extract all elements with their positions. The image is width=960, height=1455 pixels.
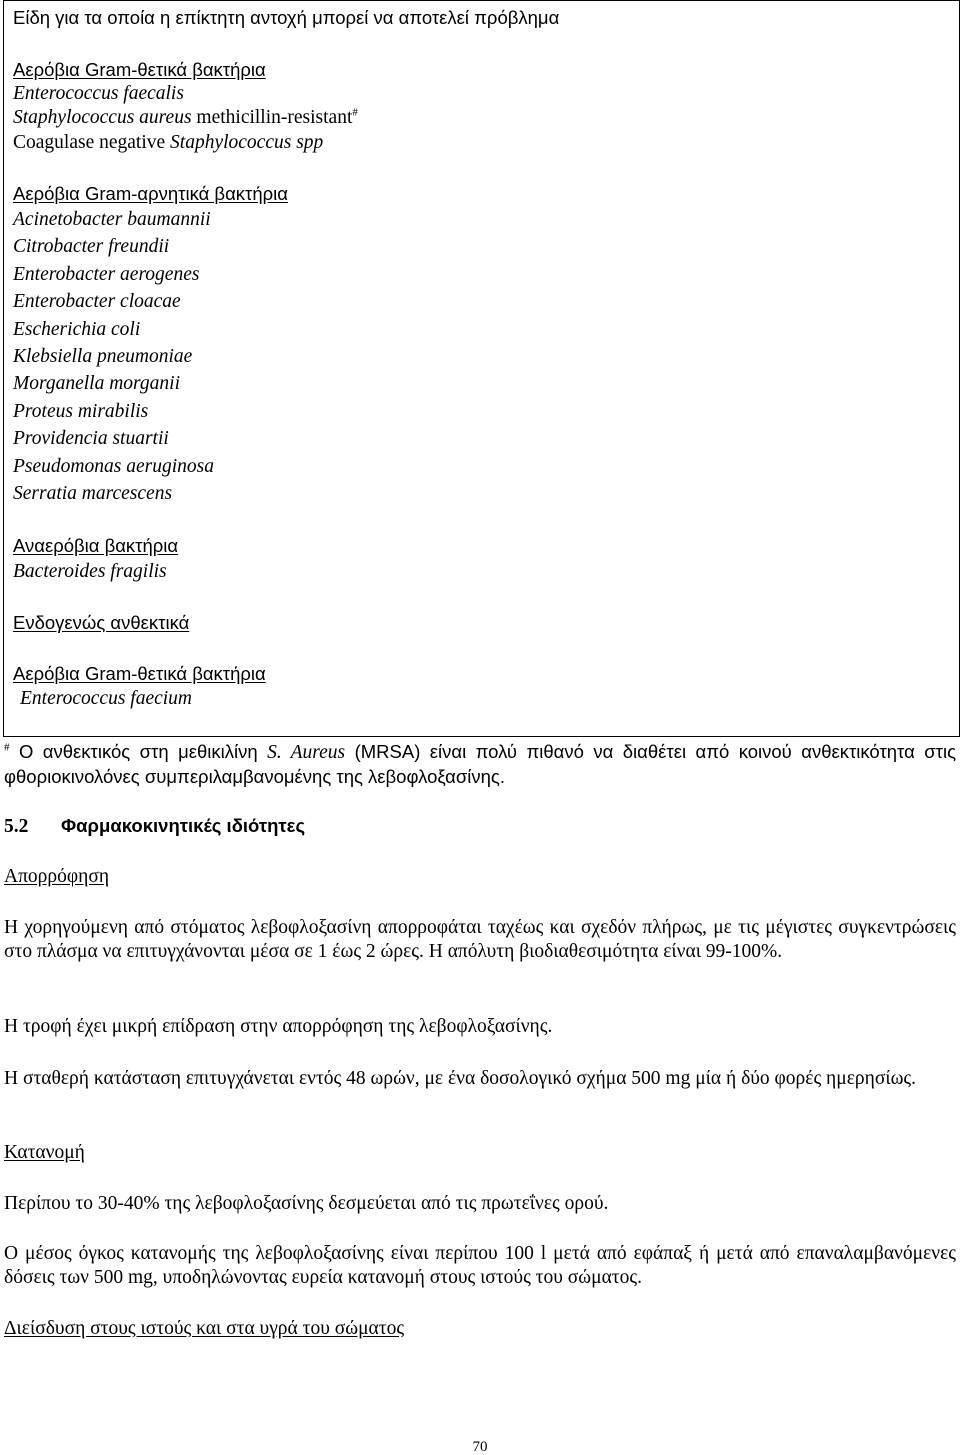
organism-item: Pseudomonas aeruginosa [13,455,214,477]
organism-item: Enterococcus faecium [20,688,193,709]
penetration-heading: Διείσδυση στους ιστούς και στα υγρά του σώματος [4,1318,405,1339]
organism-item: Bacteroides fragilis [13,561,167,582]
organism-item: Klebsiella pneumoniae [13,346,193,367]
distribution-paragraph-1: Περίπου το 30-40% της λεβοφλοξασίνης δεσμεύεται από τις πρωτεΐνες ορού. [4,1193,609,1214]
organism-item: Proteus mirabilis [13,400,149,422]
organism-item: Serratia marcescens [13,483,173,504]
organism-item: Enterobacter aerogenes [13,263,200,285]
organism-item: Enterobacter cloacae [13,291,181,313]
intrinsic-heading: Ενδογενώς ανθεκτικά [13,612,190,633]
organism-item: Providencia stuartii [13,428,169,450]
organism-item: Enterococcus faecalis [13,83,184,104]
absorption-paragraph-2: Η τροφή έχει μικρή επίδραση στην απορρόφηση της λεβοφλοξασίνης. [4,1016,553,1037]
organism-item: Coagulase negative Staphylococcus spp [13,132,324,153]
absorption-paragraph-3: Η σταθερή κατάσταση επιτυγχάνεται εντός 48 ωρών, με ένα δοσολογικό σχήμα 500 mg μία ή δύο φορές ημερησίως. [4,1068,917,1089]
table-header: Είδη για τα οποία η επίκτητη αντοχή μπορεί να αποτελεί πρόβλημα [13,7,560,28]
section-number: 5.2 [4,816,29,837]
distribution-heading: Κατανομή [4,1142,85,1163]
footnote: # Ο ανθεκτικός στη μεθικιλίνη S. Aureus (MRSA) είναι πολύ πιθανό να διαθέτει από κοινού ανθεκτικότητα στις φθοριοκινολόνες συμπεριλαμβανομένης της λεβοφλοξασίνης. [4,741,956,787]
section-title: Φαρμακοκινητικές ιδιότητες [61,815,306,836]
gram-positive-heading: Αερόβια Gram-θετικά βακτήρια [13,59,266,80]
organism-item: Morganella morganii [13,373,181,395]
organism-item: Citrobacter freundii [13,236,170,258]
absorption-paragraph-1: Η χορηγούμενη από στόματος λεβοφλοξασίνη απορροφάται ταχέως και σχεδόν πλήρως, με τις μέγιστες συγκεντρώσεις στο πλάσμα να επιτυγχάνονται μέσα σε 1 έως 2 ώρες. Η απόλυτη βιοδιαθεσιμότητα είναι 99-100%. [4,917,956,962]
page-number: 70 [472,1439,488,1455]
gram-positive-heading-2: Αερόβια Gram-θετικά βακτήρια [13,663,266,684]
organism-item: Acinetobacter baumannii [13,209,211,230]
organism-item: Staphylococcus aureus methicillin-resistant# [13,106,358,128]
distribution-paragraph-2: Ο μέσος όγκος κατανομής της λεβοφλοξασίνης είναι περίπου 100 l μετά από εφάπαξ ή μετά από επαναλαμβανόμενες δόσεις των 500 mg, υποδηλώνοντας ευρεία κατανομή στους ιστούς του σώματος. [4,1243,956,1288]
organism-item: Escherichia coli [13,318,141,340]
anaerobes-heading: Αναερόβια βακτήρια [13,535,179,556]
absorption-heading: Απορρόφηση [4,866,110,887]
gram-negative-heading: Αερόβια Gram-αρνητικά βακτήρια [13,183,288,204]
